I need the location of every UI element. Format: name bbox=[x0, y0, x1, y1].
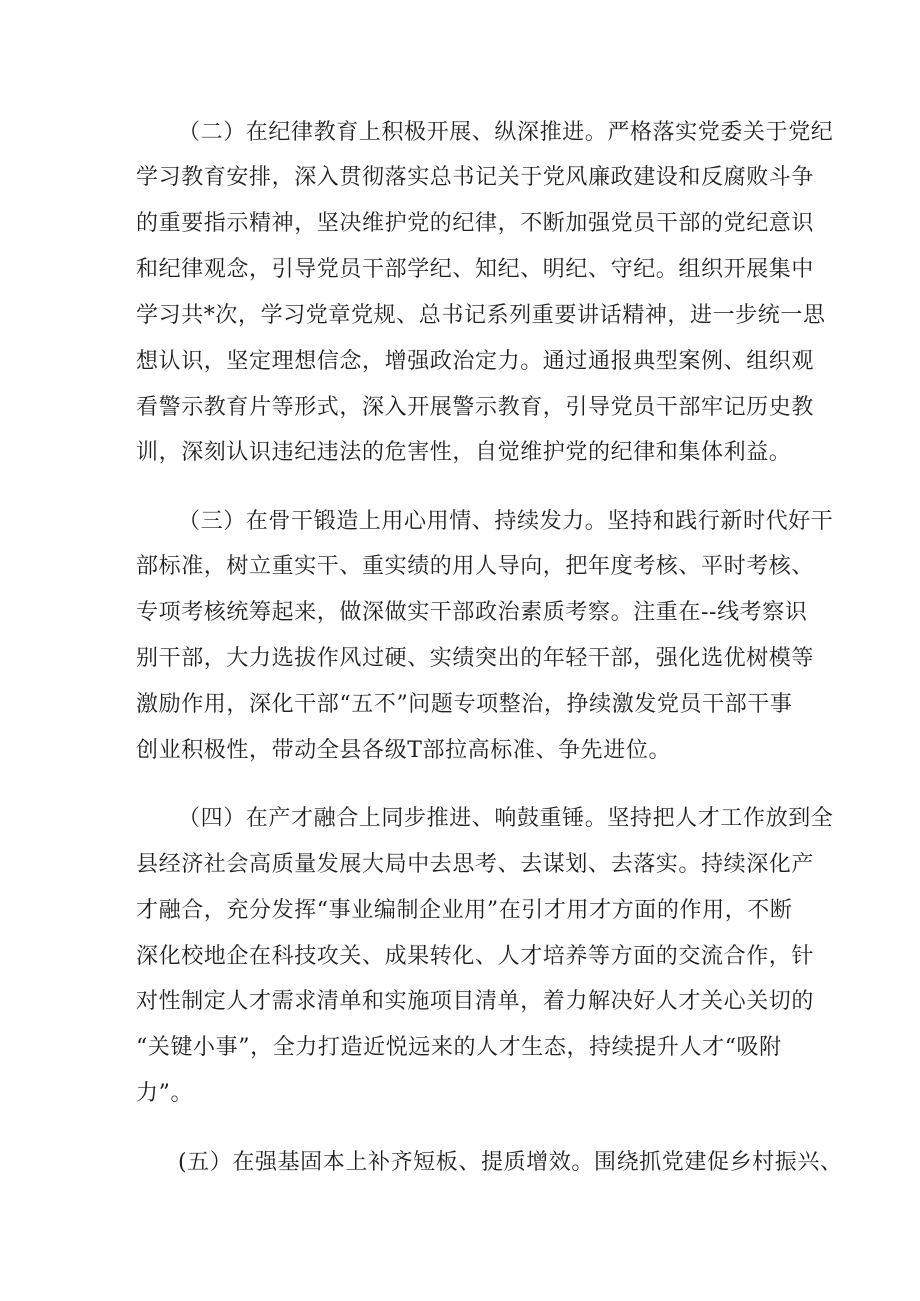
text-line: 看警示教育片等形式，深入开展警示教育，引导党员干部牢记历史教 bbox=[136, 395, 815, 420]
text-line: (五）在强基固本上补齐短板、提质增效。围绕抓党建促乡村振兴、 bbox=[178, 1150, 843, 1175]
text-line: 力”。 bbox=[136, 1081, 194, 1106]
text-line: 县经济社会高质量发展大局中去思考、去谋划、去落实。持续深化产 bbox=[136, 852, 815, 877]
text-line: 和纪律观念，引导党员干部学纪、知纪、明纪、守纪。组织开展集中 bbox=[136, 257, 815, 282]
text-line: 创业积极性，带动全县各级T部拉高标准、争先进位。 bbox=[136, 738, 672, 763]
text-line: （四）在产才融合上同步推进、响鼓重锤。坚持把人才工作放到全 bbox=[178, 806, 834, 831]
text-line: 深化校地企在科技攻关、成果转化、人才培养等方面的交流合作，针 bbox=[136, 944, 815, 969]
text-line: 专项考核统筹起来，做深做实干部政治素质考察。注重在--线考察识 bbox=[136, 600, 808, 625]
text-line: “关键小事”，全力打造近悦远来的人才生态，持续提升人才“吸附 bbox=[136, 1035, 782, 1060]
text-line: 别干部，大力选拔作风过硬、实绩突出的年轻干部，强化选优树模等 bbox=[136, 646, 815, 671]
text-line: 激励作用，深化干部“五不”问题专项整治，挣续激发党员干部干事 bbox=[136, 692, 793, 717]
text-line: 部标准，树立重实干、重实绩的用人导向，把年度考核、平时考核、 bbox=[136, 554, 815, 579]
text-line: 想认识，坚定理想信念，增强政治定力。通过通报典型案例、组织观 bbox=[136, 349, 815, 374]
text-line: 的重要指示精神，坚决维护党的纪律，不断加强党员干部的党纪意识 bbox=[136, 211, 815, 236]
text-line: 学习共*次，学习党章党规、总书记系列重要讲话精神，进一步统一思 bbox=[136, 303, 826, 328]
text-line: 才融合，充分发挥“事业编制企业用”在引才用才方面的作用，不断 bbox=[136, 898, 793, 923]
text-line: 训，深刻认识违纪违法的危害性，自觉维护党的纪律和集体利益。 bbox=[136, 440, 792, 465]
text-line: 学习教育安排，深入贯彻落实总书记关于党风廉政建设和反腐败斗争 bbox=[136, 165, 815, 190]
text-line: 对性制定人才需求清单和实施项目清单，着力解决好人才关心关切的 bbox=[136, 989, 815, 1014]
text-line: （三）在骨干锻造上用心用情、持续发力。坚持和践行新时代好干 bbox=[178, 509, 834, 534]
text-line: （二）在纪律教育上积极开展、纵深推进。严格落实党委关于党纪 bbox=[178, 120, 834, 145]
